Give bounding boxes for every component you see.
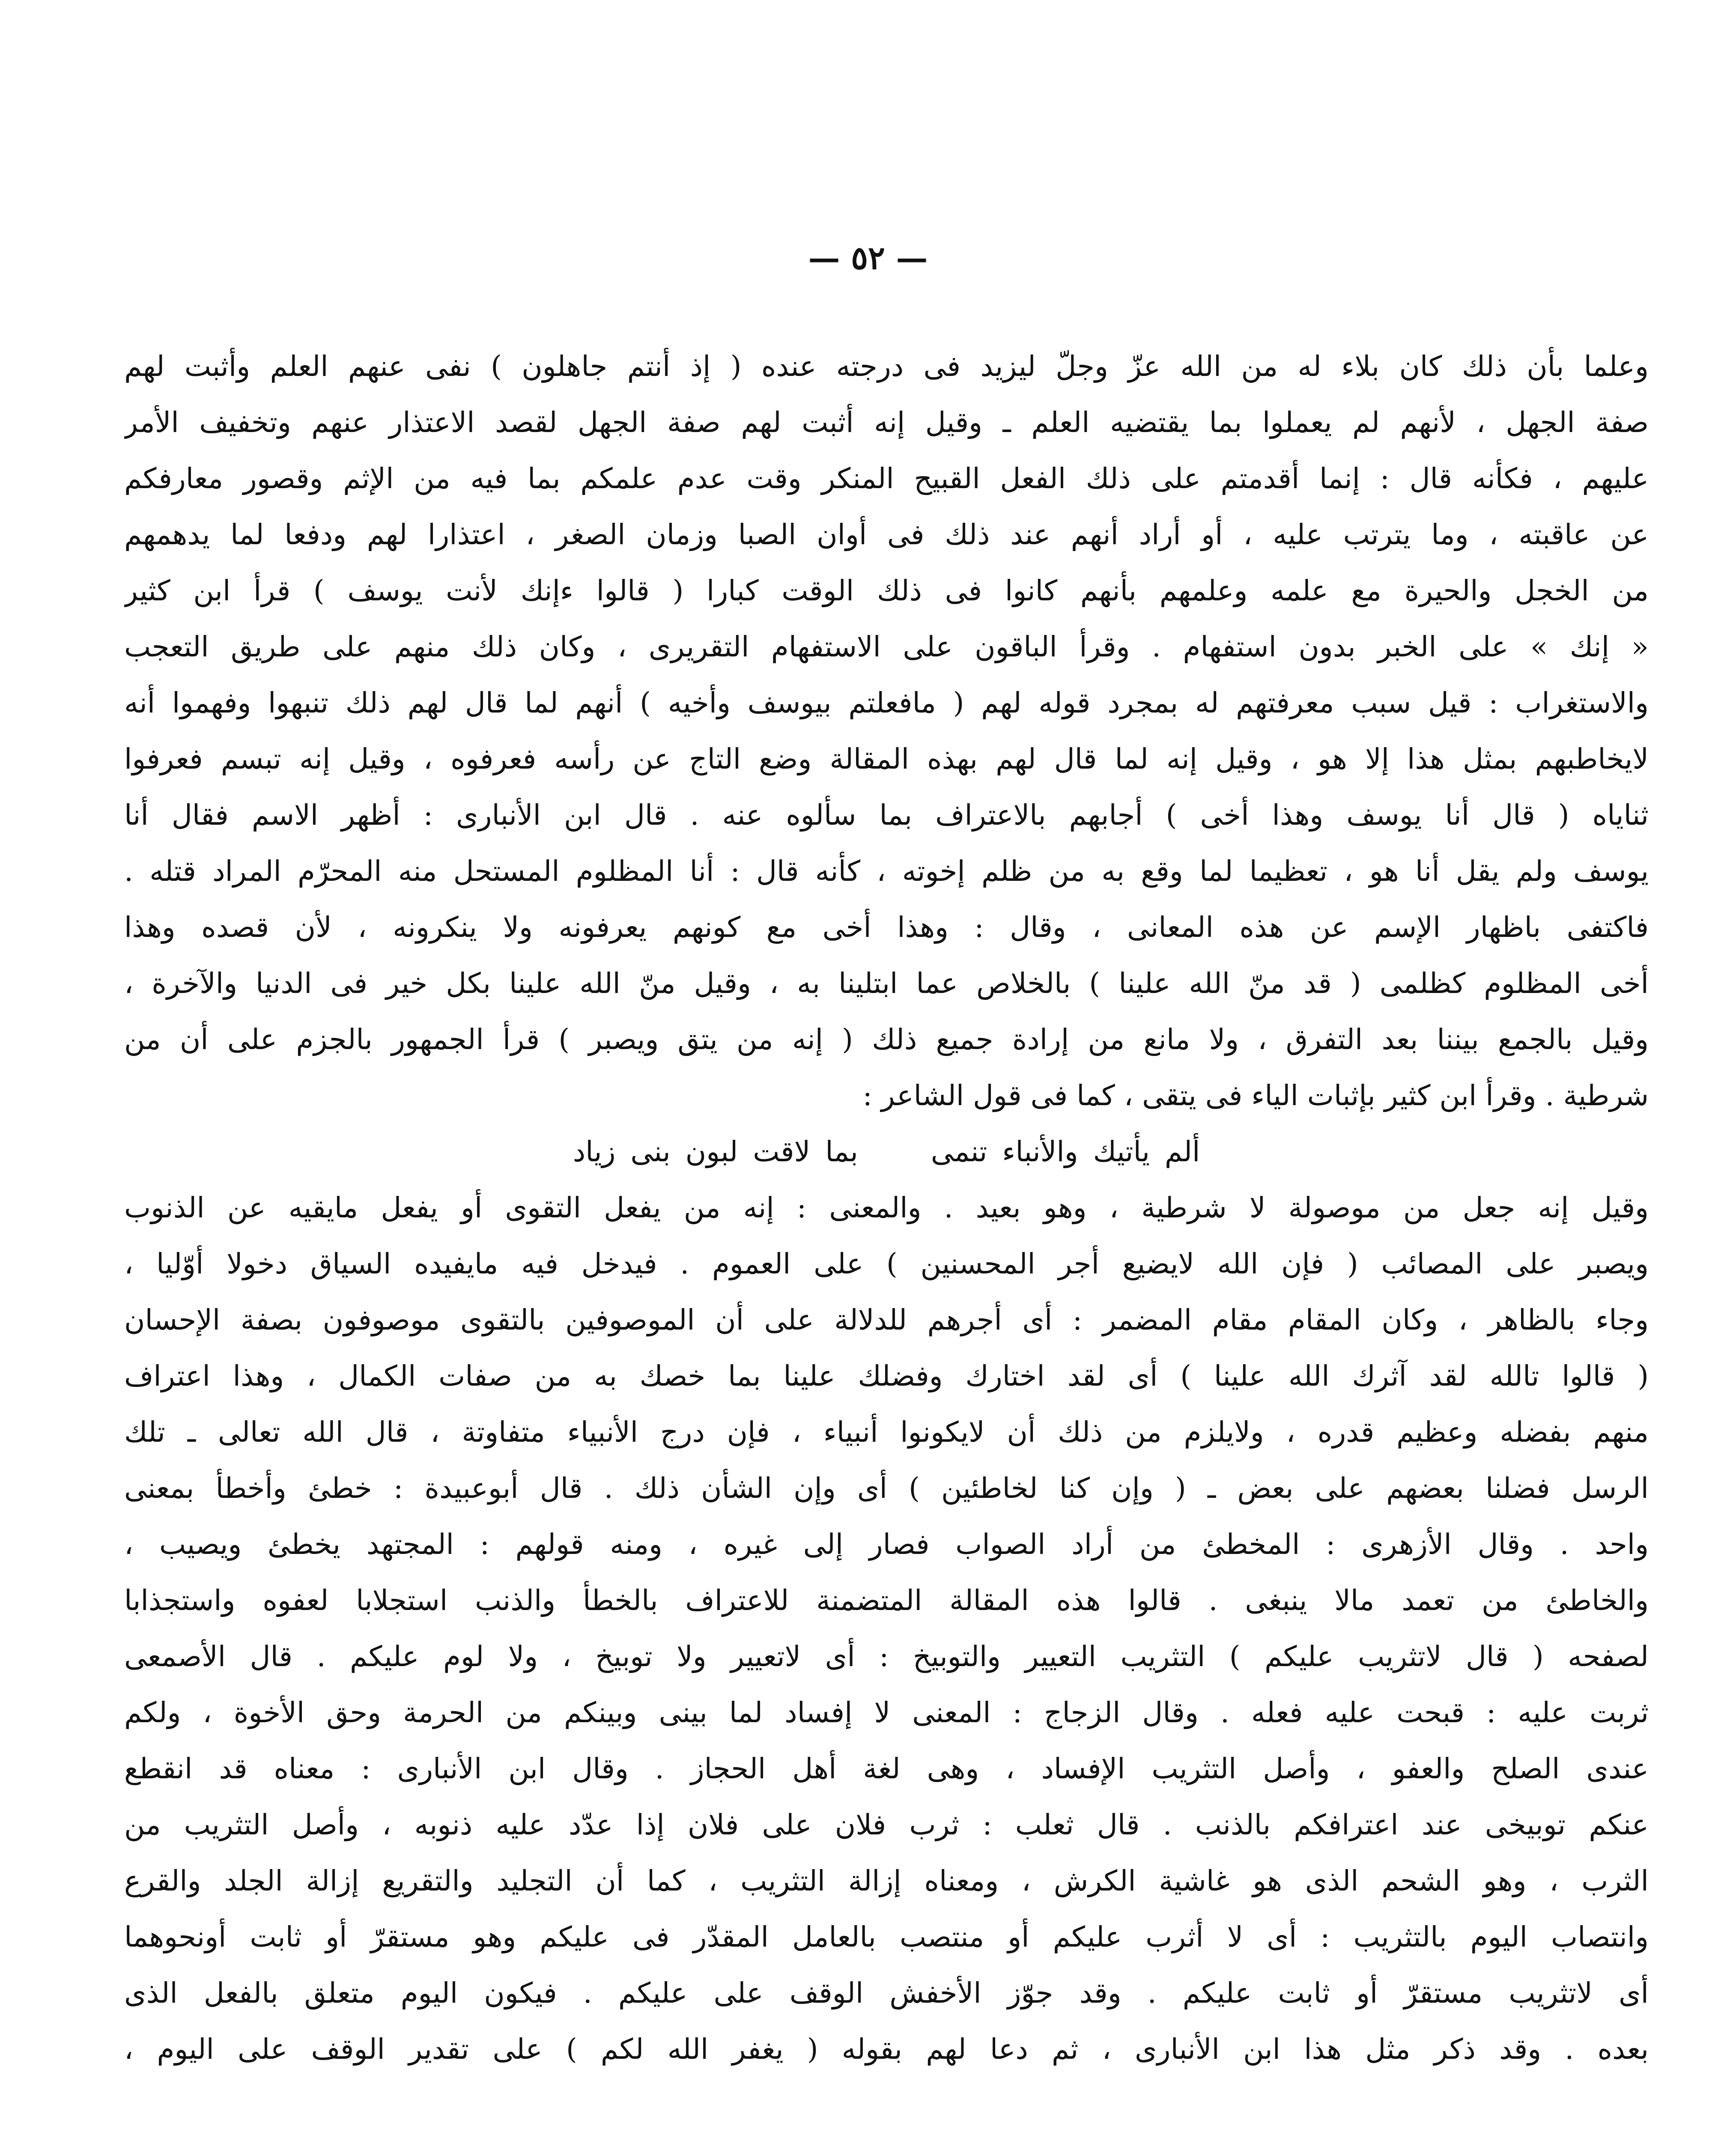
text-line: منهم بفضله وعظيم قدره ، ولايلزم من ذلك أن لايكونوا أنبياء ، فإن درج الأنبياء متفاوتة ، قال الله تعالى ـ تلك bbox=[124, 1416, 1649, 1449]
text-line: من الخجل والحيرة مع علمه وعلمهم بأنهم كانوا فى ذلك الوقت كبارا ( قالوا ءإنك لأنت يوسف ) قرأ ابن كثير bbox=[124, 574, 1649, 607]
text-line: لصفحه ( قال لاتثريب عليكم ) التثريب التعيير والتوبيخ : أى لاتعيير ولا توبيخ ، ولا لوم عليكم . قال الأصمعى bbox=[124, 1640, 1649, 1673]
text-line: لايخاطبهم بمثل هذا إلا هو ، وقيل إنه لما قال لهم بهذه المقالة وضع التاج عن رأسه فعرفوه ، وقيل إنه تبسم فعرفوا bbox=[124, 742, 1649, 775]
text-line: عليهم ، فكأنه قال : إنما أقدمتم على ذلك الفعل القبيح المنكر وقت عدم علمكم بما فيه من الإثم وقصور معارفكم bbox=[124, 462, 1649, 495]
text-line: ويصبر على المصائب ( فإن الله لايضيع أجر المحسنين ) على العموم . فيدخل فيه مايفيده السياق دخولا أوّليا ، bbox=[124, 1247, 1649, 1280]
text-line: يوسف ولم يقل أنا هو ، تعظيما لما وقع به من ظلم إخوته ، كأنه قال : أنا المظلوم المستحل منه المحرّم المراد قتله . bbox=[124, 855, 1649, 888]
text-line: ثناياه ( قال أنا يوسف وهذا أخى ) أجابهم بالاعتراف بما سألوه عنه . قال ابن الأنبارى : أظهر الاسم فقال أنا bbox=[124, 799, 1649, 832]
text-line: صفة الجهل ، لأنهم لم يعملوا بما يقتضيه العلم ـ وقيل إنه أثبت لهم صفة الجهل لقصد الاعتذار عنهم وتخفيف الأمر bbox=[124, 406, 1649, 439]
page-number: — ٥٢ — bbox=[808, 240, 928, 277]
text-line: والخاطئ من تعمد مالا ينبغى . قالوا هذه المقالة المتضمنة للاعتراف بالخطأ والذنب استجلابا لعفوه واستجذابا bbox=[124, 1584, 1649, 1617]
poetry-verse bbox=[124, 1124, 1649, 1180]
text-line: عنكم توبيخى عند اعترافكم بالذنب . قال ثعلب : ثرب فلان على فلان إذا عدّد عليه ذنوبه ، وأصل التثريب من bbox=[124, 1808, 1649, 1841]
verse-second-hemistich: بما لاقت لبون بنى زياد bbox=[573, 1135, 858, 1168]
text-line: عن عاقبته ، وما يترتب عليه ، أو أراد أنهم عند ذلك فى أوان الصبا وزمان الصغر ، اعتذارا لهم ودفعا لما يدهمهم bbox=[124, 518, 1649, 551]
text-line: وانتصاب اليوم بالتثريب : أى لا أثرب عليكم أو منتصب بالعامل المقدّر فى عليكم وهو مستقرّ أو ثابت أونحوهما bbox=[124, 1920, 1649, 1953]
text-line: الثرب ، وهو الشحم الذى هو غاشية الكرش ، ومعناه إزالة التثريب ، كما أن التجليد والتقريع إزالة الجلد والقرع bbox=[124, 1864, 1649, 1897]
text-line: عندى الصلح والعفو ، وأصل التثريب الإفساد ، وهى لغة أهل الحجاز . وقال ابن الأنبارى : معناه قد انقطع bbox=[124, 1752, 1649, 1785]
verse-first-hemistich: ألم يأتيك والأنباء تنمى bbox=[931, 1135, 1200, 1168]
text-line: « إنك » على الخبر بدون استفهام . وقرأ الباقون على الاستفهام التقريرى ، وكان ذلك منهم على طريق التعجب bbox=[124, 630, 1649, 663]
text-line: بعده . وقد ذكر مثل هذا ابن الأنبارى ، ثم دعا لهم بقوله ( يغفر الله لكم ) على تقدير الوقف على اليوم ، bbox=[124, 2033, 1649, 2066]
text-line: الرسل فضلنا بعضهم على بعض ـ ( وإن كنا لخاطئين ) أى وإن الشأن ذلك . قال أبوعبيدة : خطئ وأخطأ بمعنى bbox=[124, 1472, 1649, 1505]
text-line: والاستغراب : قيل سبب معرفتهم له بمجرد قوله لهم ( مافعلتم بيوسف وأخيه ) أنهم لما قال لهم ذلك تنبهوا وفهموا أنه bbox=[124, 686, 1649, 719]
text-line: شرطية . وقرأ ابن كثير بإثبات الياء فى يتقى ، كما فى قول الشاعر : bbox=[862, 1079, 1649, 1112]
text-line: أى لاتثريب مستقرّ أو ثابت عليكم . وقد جوّز الأخفش الوقف على عليكم . فيكون اليوم متعلق بالفعل الذى bbox=[124, 1977, 1649, 2010]
text-line: ثربت عليه : قبحت عليه فعله . وقال الزجاج : المعنى لا إفساد لما بينى وبينكم من الحرمة وحق الأخوة ، ولكم bbox=[124, 1696, 1649, 1729]
text-line: وجاء بالظاهر ، وكان المقام مقام المضمر : أى أجرهم للدلالة على أن الموصوفين بالتقوى موصوفون بصفة الإحسان bbox=[124, 1303, 1649, 1336]
text-line: وقيل بالجمع بيننا بعد التفرق ، ولا مانع من إرادة جميع ذلك ( إنه من يتق ويصبر ) قرأ الجمهور بالجزم على أن من bbox=[124, 1023, 1649, 1056]
text-line: فاكتفى باظهار الإسم عن هذه المعانى ، وقال : وهذا أخى مع كونهم يعرفونه ولا ينكرونه ، لأن قصده وهذا bbox=[124, 911, 1649, 944]
text-line: ( قالوا تالله لقد آثرك الله علينا ) أى لقد اختارك وفضلك علينا بما خصك به من صفات الكمال ، وهذا اعتراف bbox=[124, 1360, 1649, 1393]
text-line: وعلما بأن ذلك كان بلاء له من الله عزّ وجلّ ليزيد فى درجته عنده ( إذ أنتم جاهلون ) نفى عنهم العلم وأثبت لهم bbox=[124, 350, 1649, 383]
text-line: واحد . وقال الأزهرى : المخطئ من أراد الصواب فصار إلى غيره ، ومنه قولهم : المجتهد يخطئ ويصيب ، bbox=[124, 1528, 1649, 1561]
text-line: أخى المظلوم كظلمى ( قد منّ الله علينا ) بالخلاص عما ابتلينا به ، وقيل منّ الله علينا بكل خير فى الدنيا والآخرة ، bbox=[124, 967, 1649, 1000]
text-line: وقيل إنه جعل من موصولة لا شرطية ، وهو بعيد . والمعنى : إنه من يفعل التقوى أو يفعل مايقيه عن الذنوب bbox=[124, 1191, 1649, 1224]
main-text bbox=[124, 338, 1649, 2077]
